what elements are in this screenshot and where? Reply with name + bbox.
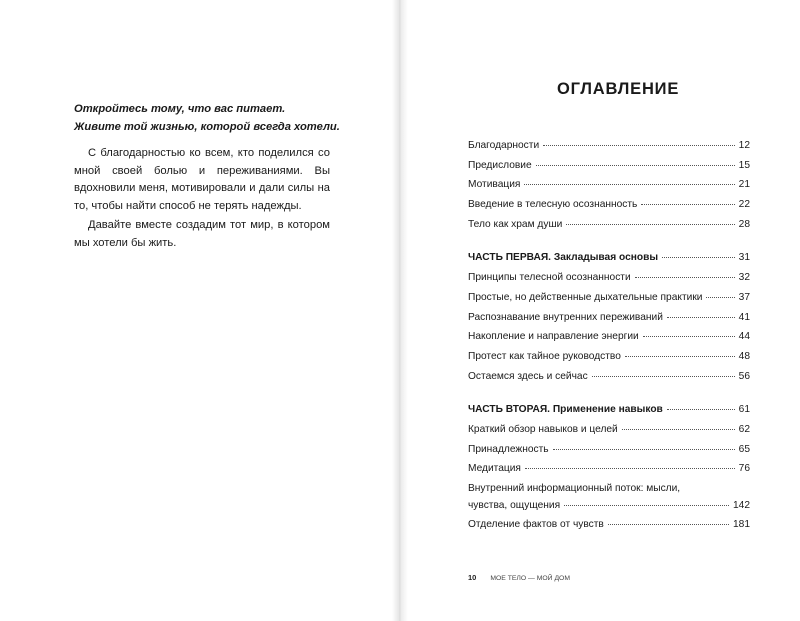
toc-entry-label: Медитация [468,463,521,475]
toc-entry-page: 62 [738,423,750,435]
toc-entry-label: Протест как тайное руководство [468,350,621,362]
leader-dots [667,317,735,318]
toc-entry-page: 31 [738,252,750,264]
toc-entry-page: 48 [738,350,750,362]
leader-dots [641,204,734,205]
toc-entry-label: чувства, ощущения [468,500,561,511]
leader-dots [543,145,735,146]
leader-dots [566,224,734,225]
epigraph-line: Живите той жизнью, которой всегда хотели. [74,121,340,133]
toc-part-label: ЧАСТЬ ВТОРАЯ. Применение навыков [468,404,663,416]
toc-entry-label: Введение в телесную осознанность [468,199,638,211]
toc-part-heading[interactable] [468,404,750,424]
toc-entry-label: Тело как храм души [468,218,563,230]
toc-entry[interactable] [468,312,750,332]
leader-dots [643,336,735,337]
toc-entry-label: Принадлежность [468,443,549,455]
toc-entry-page: 142 [733,500,750,511]
toc-entry[interactable] [468,371,750,391]
leader-dots [667,409,735,410]
toc-title: ОГЛАВЛЕНИЕ [557,80,680,98]
leader-dots [592,376,735,377]
table-of-contents [468,140,750,539]
leader-dots [706,297,734,298]
toc-entry-page: 41 [738,311,750,323]
toc-entry-label: Мотивация [468,179,521,191]
toc-entry-label: Распознавание внутренних переживаний [468,311,663,323]
leader-dots [536,165,735,166]
toc-entry[interactable] [468,424,750,444]
leader-dots [553,449,735,450]
toc-entry-label: Отделение фактов от чувств [468,519,604,530]
toc-entry[interactable] [468,219,750,239]
leader-dots [662,257,735,258]
toc-entry-label: Накопление и направление энергии [468,331,639,343]
toc-entry-page: 76 [738,463,750,475]
toc-entry[interactable] [468,463,750,483]
toc-entry[interactable] [468,272,750,292]
toc-entry-page: 32 [738,272,750,284]
epigraph-line: Откройтесь тому, что вас питает. [74,103,286,115]
leader-dots [608,524,729,525]
toc-entry-page: 21 [738,179,750,191]
toc-entry[interactable] [468,519,750,539]
leader-dots [622,429,735,430]
leader-dots [525,468,735,469]
toc-entry[interactable] [468,331,750,351]
toc-entry[interactable] [468,483,750,519]
toc-entry-page: 181 [733,519,750,530]
toc-entry-page: 65 [738,443,750,455]
toc-entry[interactable] [468,351,750,371]
page-number: 10 [468,573,477,582]
toc-entry-page: 37 [738,291,750,303]
toc-entry-label: Принципы телесной осознанности [468,272,631,284]
toc-entry-page: 15 [738,159,750,171]
dedication-paragraph: С благодарностью ко всем, кто поделился со мной своей болью и переживаниями. Вы вдохновили меня, мотивировали и дали силы на то, чтобы найти способ не терять надежды. [74,147,330,212]
toc-entry-label: Предисловие [468,159,532,171]
toc-entry[interactable] [468,292,750,312]
leader-dots [635,277,735,278]
leader-dots [524,184,734,185]
page-footer [468,573,570,582]
toc-entry-label: Простые, но действенные дыхательные практики [468,291,703,303]
toc-entry-page: 61 [738,404,750,416]
toc-entry-label: Остаемся здесь и сейчас [468,370,588,382]
toc-entry[interactable] [468,444,750,464]
epigraph [74,100,344,136]
leader-dots [564,505,729,506]
toc-part-heading[interactable] [468,252,750,272]
running-title: МОЕ ТЕЛО — МОЙ ДОМ [490,575,570,582]
toc-entry[interactable] [468,179,750,199]
toc-entry-label: Внутренний информационный поток: мысли, [468,483,681,494]
toc-entry[interactable] [468,140,750,160]
leader-dots [625,356,735,357]
toc-entry-label: Благодарности [468,140,540,151]
right-page [400,0,800,621]
toc-entry-page: 12 [738,140,750,151]
toc-entry-page: 56 [738,370,750,382]
dedication-paragraph: Давайте вместе создадим тот мир, в котором мы хотели бы жить. [74,219,330,249]
toc-entry-page: 22 [738,199,750,211]
toc-part-label: ЧАСТЬ ПЕРВАЯ. Закладывая основы [468,252,659,264]
toc-entry[interactable] [468,199,750,219]
toc-entry[interactable] [468,160,750,180]
toc-entry-label: Краткий обзор навыков и целей [468,423,618,435]
toc-entry-page: 28 [738,218,750,230]
toc-entry-page: 44 [738,331,750,343]
